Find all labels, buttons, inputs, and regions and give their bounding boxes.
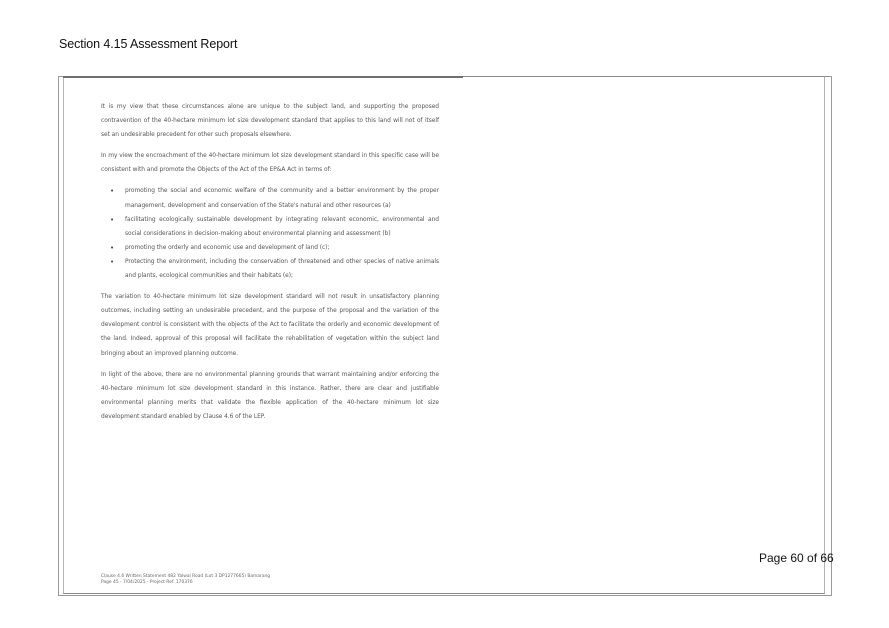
objects-list-item: • Protecting the environment, including the conservation of threatened and other species of native animals and plants, ecological communities and their habitats (e); <box>125 255 439 283</box>
embedded-page-top-rule-light <box>463 76 829 77</box>
objects-list-item: • promoting the social and economic welfare of the community and a better environment by the proper management, development and conservation of the State's natural and other resources (a) <box>125 184 439 212</box>
objects-list <box>101 184 439 283</box>
paragraph-conclusion: In light of the above, there are no environmental planning grounds that warrant maintaining and/or enforcing the 40-hectare minimum lot size development standard in this instance. Rather, there are clear and justifiable environmental planning merits that validate the flexible application of the 40-hectare minimum lot size development standard enabled by Clause 4.6 of the LEP. <box>101 371 439 420</box>
embedded-page-footer <box>101 574 270 586</box>
report-title: Section 4.15 Assessment Report <box>59 37 238 51</box>
paragraph-precedent: It is my view that these circumstances alone are unique to the subject land, and supporting the proposed contravention of the 40-hectare minimum lot size development standard that applies to this land will not of itself set an undesirable precedent for other such proposals elsewhere. <box>101 104 439 139</box>
embedded-page-top-rule <box>63 76 463 78</box>
objects-list-item: • promoting the orderly and economic use and development of land (c); <box>125 241 439 255</box>
footer-line-reference: Page 45 - 7/04/2025 - Project Ref. 170376 <box>101 580 193 585</box>
objects-list-item: • facilitating ecologically sustainable development by integrating relevant economic, environmental and social considerations in decision-making about environmental planning and assessment (b) <box>125 213 439 241</box>
paragraph-objects-intro: In my view the encroachment of the 40-hectare minimum lot size development standard in this specific case will be consistent with and promote the Objects of the Act of the EP&A Act in terms of: <box>101 153 439 174</box>
footer-line-document: Clause 4.6 Written Statement 482 Yalwal Road (Lot 3 DP1277665) Bamarang <box>101 574 271 579</box>
embedded-document-body <box>101 100 439 431</box>
page-number: Page 60 of 66 <box>759 551 834 565</box>
paragraph-variation: The variation to 40-hectare minimum lot size development standard will not result in unsatisfactory planning outcomes, including setting an undesirable precedent, and the purpose of the proposal and the variation of the development control is consistent with the objects of the Act to facilitate the orderly and economic development of the land. Indeed, approval of this proposal will facilitate the rehabilitation of vegetation within the subject land bringing about an improved planning outcome. <box>101 294 439 357</box>
